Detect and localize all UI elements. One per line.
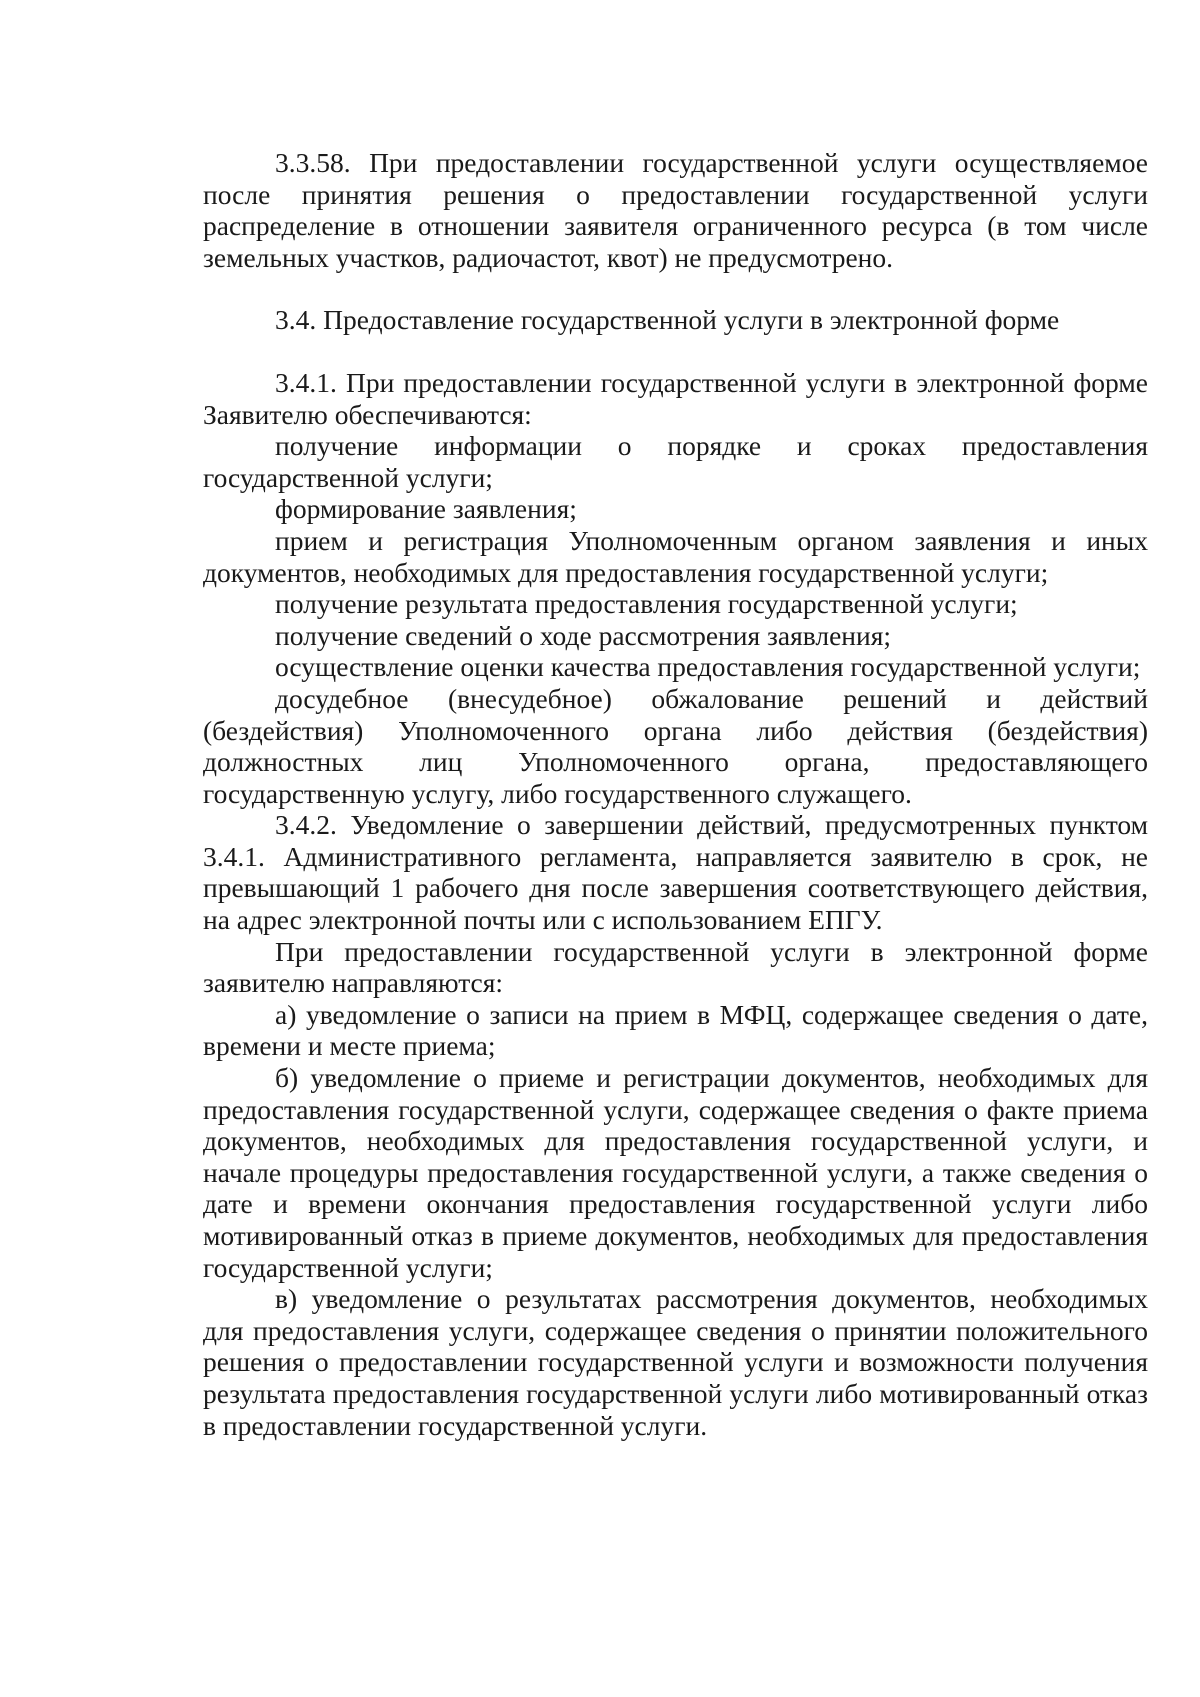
paragraph-3-4-1: 3.4.1. При предоставлении государственной услуги в электронной форме Заявителю обеспечиваются: — [203, 366, 1148, 430]
paragraph-3-4-2: 3.4.2. Уведомление о завершении действий, предусмотренных пунктом 3.4.1. Административного регламента, направляется заявителю в срок, не превышающий 1 рабочего дня после завершения соответствующего действия, на адрес электронной почты или с использованием ЕПГУ. — [203, 809, 1148, 936]
document-body — [203, 147, 1148, 1441]
list-item-result-receipt: получение результата предоставления государственной услуги; — [275, 588, 1018, 620]
list-item-information: получение информации о порядке и сроках предоставления государственной услуги; — [203, 430, 1148, 493]
section-heading-3-4: 3.4. Предоставление государственной услуги в электронной форме — [275, 304, 1060, 336]
list-item-progress-info: получение сведений о ходе рассмотрения заявления; — [275, 619, 891, 651]
notice-item-b: б) уведомление о приеме и регистрации документов, необходимых для предоставления государственной услуги, содержащее сведения о факте приема документов, необходимых для предоставления государственной услуги, и начале процедуры предоставления государственной услуги, а также сведения о дате и времени окончания предоставления государственной услуги либо мотивированный отказ в приеме документов, необходимых для предоставления государственной услуги; — [203, 1062, 1148, 1283]
notice-item-v: в) уведомление о результатах рассмотрения документов, необходимых для предоставления услуги, содержащее сведения о принятии положительного решения о предоставлении государственной услуги и возможности получения результата предоставления государственной услуги либо мотивированный отказ в предоставлении государственной услуги. — [203, 1283, 1148, 1441]
list-item-pretrial-appeal: досудебное (внесудебное) обжалование решений и действий (бездействия) Уполномоченного органа либо действия (бездействия) должностных лиц Уполномоченного органа, предоставляющего государственную услугу, либо государственного служащего. — [203, 682, 1148, 809]
list-item-application-forming: формирование заявления; — [275, 493, 577, 525]
paragraph-notices-intro: При предоставлении государственной услуги в электронной форме заявителю направляются: — [203, 935, 1148, 999]
paragraph-3-3-58: 3.3.58. При предоставлении государственной услуги осуществляемое после принятия решения о предоставлении государственной услуги распределение в отношении заявителя ограниченного ресурса (в том числе земельных участков, радиочастот, квот) не предусмотрено. — [203, 147, 1148, 273]
list-item-quality-assessment: осуществление оценки качества предоставления государственной услуги; — [275, 651, 1141, 683]
list-item-reception-registration: прием и регистрация Уполномоченным органом заявления и иных документов, необходимых для предоставления государственной услуги; — [203, 524, 1148, 588]
notice-item-a: а) уведомление о записи на прием в МФЦ, содержащее сведения о дате, времени и месте приема; — [203, 998, 1148, 1062]
